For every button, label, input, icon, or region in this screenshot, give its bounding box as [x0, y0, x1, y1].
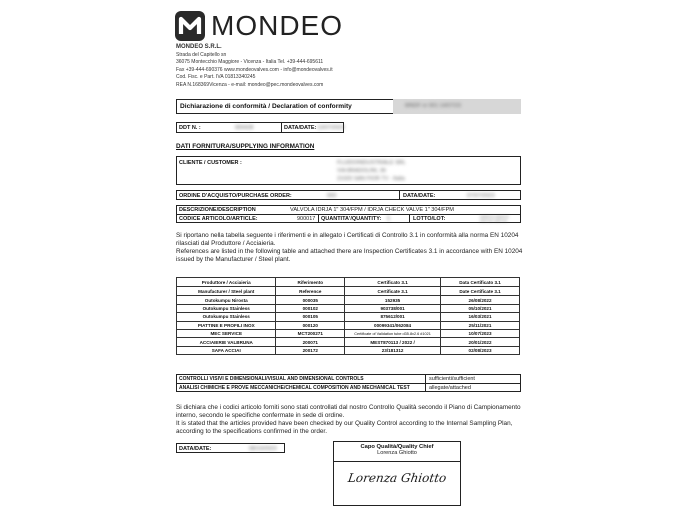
- table-cell: 25/11/2021: [441, 321, 520, 329]
- order-label: ORDINE D'ACQUISTO/PURCHASE ORDER:: [179, 192, 292, 199]
- customer-box: [176, 156, 521, 185]
- divider: [281, 123, 282, 132]
- header-cell: Manufacturer / Steel plant: [177, 287, 276, 296]
- signature: Lorenza Ghiotto: [347, 471, 448, 485]
- table-cell: 000120: [276, 321, 345, 329]
- company-line: Strada del Capitello sn: [176, 51, 227, 58]
- table-row: [177, 338, 520, 346]
- table-row: [177, 346, 520, 354]
- table-cell: Certificate of Validation tube d35.8x2.6 #1021: [345, 329, 441, 337]
- declaration-it: Si dichiara che i codici articolo forniti sono stati controllati dal nostro Controllo Qualità secondo il Piano di Campionamento interno, secondo le specifiche confermate in sede di ordine.: [176, 404, 521, 419]
- ddt-date-value: 13/07/2023: [317, 125, 345, 131]
- description-label: DESCRIZIONE/DESCRIPTION: [179, 207, 256, 213]
- order-value: 000: [327, 192, 337, 199]
- lot-value: NMDF24 480/F23: [480, 214, 509, 219]
- table-cell: 26/08/2022: [441, 296, 520, 304]
- table-cell: 200071: [276, 338, 345, 346]
- divider: [399, 191, 400, 199]
- ddt-box: [176, 122, 344, 133]
- divider: [318, 214, 319, 222]
- table-cell: 16/03/2021: [441, 313, 520, 321]
- controls-box: [176, 374, 521, 392]
- table-cell: 200172: [276, 346, 345, 354]
- table-cell: ACCIAIERIE VALBRUNA: [177, 338, 276, 346]
- quantity-value: 5: [387, 216, 391, 222]
- divider: [334, 461, 460, 462]
- table-cell: 10/07/2023: [441, 329, 520, 337]
- divider: [177, 383, 520, 384]
- chemical-tests-label: ANALISI CHIMICHE E PROVE MECCANICHE/CHEMICAL COMPOSITION AND MECHANICAL TEST: [179, 385, 410, 391]
- customer-line: 21020 SAN FIOR TV - Italia: [337, 176, 405, 182]
- declaration-title-box: [176, 99, 521, 114]
- intro-it: Si riportano nella tabella seguente i riferimenti e in allegato i Certificati di Controllo 3.1 in conformità alla norma EN 10204 rilasciati dal Produttore / Acciaieria.: [176, 232, 519, 247]
- table-cell: SAFA ACCIAI: [177, 346, 276, 354]
- order-box: [176, 190, 521, 200]
- visual-controls-value: sufficienti/sufficient: [429, 376, 475, 382]
- table-cell: 000105: [276, 313, 345, 321]
- divider: [425, 375, 426, 391]
- chemical-tests-value: allegate/attached: [429, 385, 471, 391]
- table-cell: 000035: [276, 296, 345, 304]
- header-cell: Date Certificate 3.1: [441, 287, 520, 296]
- table-cell: 20/01/2022: [441, 338, 520, 346]
- lot-label: LOTTO/LOT:: [413, 216, 446, 222]
- table-cell: MEC SERVICE: [177, 329, 276, 337]
- description-box: [176, 205, 521, 223]
- quantity-label: QUANTITA'/QUANTITY:: [321, 216, 382, 222]
- footer-date-value: 08/10/2023: [249, 445, 277, 452]
- table-row: [177, 329, 520, 337]
- order-date-value: 07/07/2023: [467, 192, 495, 199]
- logo-text: MONDEO: [211, 10, 343, 41]
- customer-line: VIA BRADOLINI, 36: [337, 168, 386, 174]
- certificates-table: [176, 277, 520, 355]
- declaration-en: It is stated that the articles provided have been checked by our Quality Control according to the Internal Sampling Plan, according to the specifications confirmed in the order.: [176, 420, 513, 435]
- table-cell: 903738/001: [345, 304, 441, 312]
- article-value: 900017: [297, 216, 316, 222]
- table-cell: MEST870113 / 2022 /: [345, 338, 441, 346]
- order-date-label: DATA/DATE:: [403, 192, 436, 199]
- customer-label: CLIENTE / CUSTOMER :: [179, 160, 242, 166]
- company-line: 36075 Montecchio Maggiore - Vicenza - Italia Tel. +39-444-695611: [176, 59, 324, 66]
- declaration-title: Dichiarazione di conformità / Declaration of conformity: [180, 103, 352, 110]
- table-cell: 23/181312: [345, 346, 441, 354]
- company-name: MONDEO S.R.L.: [176, 44, 222, 50]
- footer-date-label: DATA/DATE:: [179, 445, 212, 452]
- table-row: [177, 296, 520, 304]
- m-logo-icon: [175, 11, 205, 41]
- company-line: REA N.168369Vicenza - e-mail: mondeo@pec.mondeovalves.com: [176, 81, 324, 88]
- quality-chief-box: [333, 441, 461, 506]
- header-cell: Certificato 3.1: [345, 278, 441, 287]
- ddt-date-label: DATA/DATE:: [284, 125, 317, 131]
- declaration-paragraph: [176, 404, 526, 436]
- description-value: VALVOLA IDRJA 1" 304/FPM / IDRJA CHECK VALVE 1" 304/FPM: [290, 207, 454, 213]
- table-cell: 152935: [345, 296, 441, 304]
- doc-ref-box: [393, 99, 521, 114]
- quality-chief-name: Lorenza Ghiotto: [377, 450, 417, 456]
- footer-date-box: [176, 443, 285, 453]
- lot-value: 0027/23 1607/23: [480, 218, 507, 223]
- divider: [409, 214, 410, 222]
- company-logo: [175, 10, 343, 42]
- table-cell: MCT200271: [276, 329, 345, 337]
- header-cell: Produttore / Acciaieria: [177, 278, 276, 287]
- visual-controls-label: CONTROLLI VISIVI E DIMENSIONALI/VISUAL AND DIMENSIONAL CONTROLS: [179, 376, 364, 382]
- table-cell: Outokumpu Stainless: [177, 313, 276, 321]
- table-cell: 000102: [276, 304, 345, 312]
- header-cell: Riferimento: [276, 278, 345, 287]
- table-cell: 05/10/2021: [441, 304, 520, 312]
- intro-en: References are listed in the following table and attached there are Inspection Certificates 3.1 in accordance with EN 10204 issued by the Manufacturer / Steel plant.: [176, 248, 523, 263]
- article-label: CODICE ARTICOLO/ARTICLE:: [179, 216, 258, 222]
- table-cell: Outokumpu Nirosta: [177, 296, 276, 304]
- header-cell: Reference: [276, 287, 345, 296]
- divider: [177, 214, 520, 215]
- table-cell: 875612/001: [345, 313, 441, 321]
- header-cell: Data Certificato 3.1: [441, 278, 520, 287]
- table-header-row: [177, 278, 520, 287]
- table-cell: PIATTINE E PROFILI INOX: [177, 321, 276, 329]
- doc-ref-value: MNDF nr 001 14/07/23: [405, 103, 461, 109]
- ddt-label: DDT N. :: [179, 125, 201, 131]
- header-cell: Certificate 3.1: [345, 287, 441, 296]
- supply-section-title: DATI FORNITURA/SUPPLYING INFORMATION: [176, 143, 315, 150]
- table-row: [177, 321, 520, 329]
- customer-line: FLUIDOINDUSTRIALE SRL: [337, 160, 406, 166]
- table-header-row: [177, 287, 520, 296]
- intro-paragraph: [176, 232, 526, 264]
- company-line: Fax +39-444-690376 www.mondeovalves.com - info@mondeovalves.it: [176, 66, 333, 73]
- table-row: [177, 313, 520, 321]
- company-line: Cod. Fisc. e Part. IVA 01813340245: [176, 74, 256, 81]
- table-cell: 02/08/2023: [441, 346, 520, 354]
- ddt-value: 000428: [235, 125, 254, 131]
- quality-chief-title: Capo Qualità/Quality Chief: [360, 444, 434, 450]
- table-cell: 00099341/062084: [345, 321, 441, 329]
- company-info: [176, 44, 333, 90]
- table-row: [177, 304, 520, 312]
- table-cell: Outokumpu Stainless: [177, 304, 276, 312]
